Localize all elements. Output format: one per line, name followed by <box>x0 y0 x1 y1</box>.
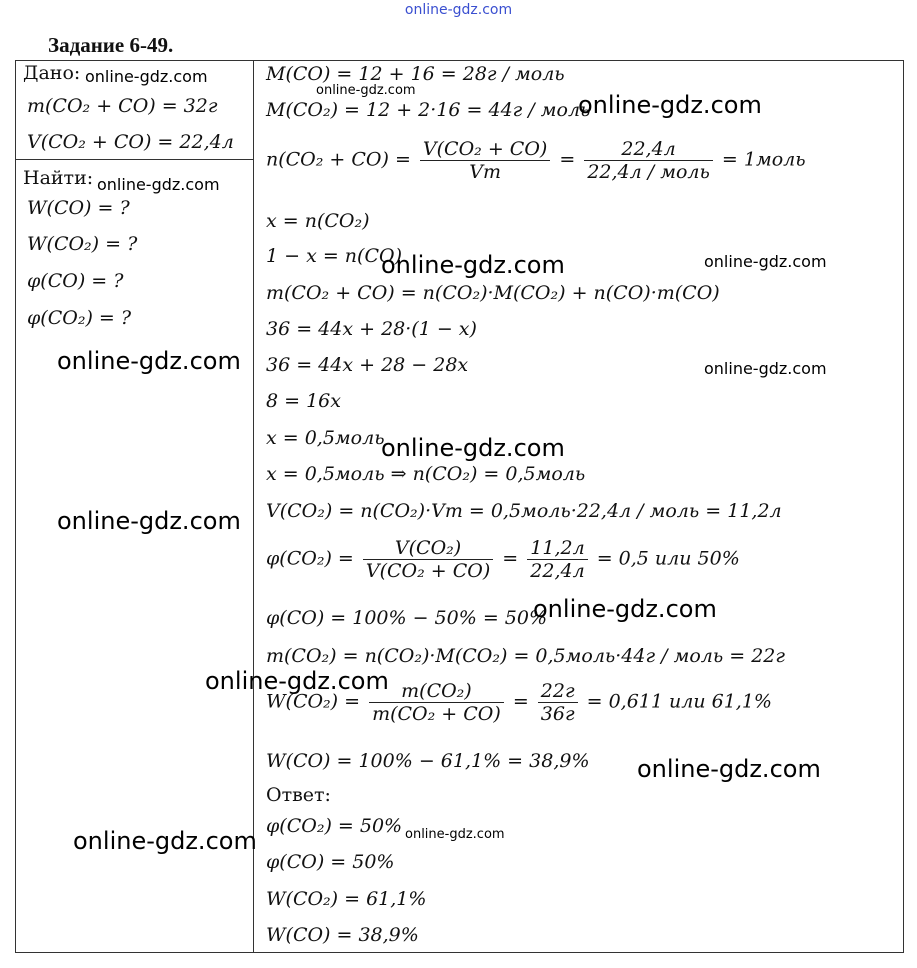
equation-step-2: 36 = 44x + 28 − 28x <box>266 354 469 376</box>
fraction-mco2-over-mtotal: $\frac{\text{m(CO₂)}}{\text{m(CO₂ + CO)}}$ <box>369 680 504 725</box>
top-watermark: online-gdz.com <box>404 2 513 18</box>
fraction-22-4-over-vm: $\frac{22,4л}{\text{22,4л / моль}}$ <box>584 138 713 183</box>
watermark: online-gdz.com <box>57 347 241 375</box>
volume-co2: V(CO₂) = n(CO₂)·Vm = 0,5моль·22,4л / моль = 11,2л <box>266 500 782 522</box>
x-definition: x = n(CO₂) <box>266 210 370 232</box>
answer-phi-co: φ(CO) = 50% <box>266 851 395 873</box>
phi-co2-equation: φ(CO₂) = $\frac{\text{V(CO₂)}}{\text{V(CO₂ + CO)}}$ = $\frac{11,2л}{22,4л}$ = 0,5 или 50% <box>266 537 740 582</box>
watermark: online-gdz.com <box>405 827 505 842</box>
fraction-volume-over-vm: $\frac{\text{V(CO₂ + CO)}}{Vm}$ <box>420 138 550 183</box>
watermark: online-gdz.com <box>85 67 208 86</box>
find-label: Найти: <box>23 167 94 189</box>
given-mass: m(CO₂ + CO) = 32г <box>27 95 218 117</box>
watermark: online-gdz.com <box>316 83 416 98</box>
molar-mass-co: M(CO) = 12 + 16 = 28г / моль <box>266 63 565 85</box>
task-title: Задание 6-49. <box>48 33 174 57</box>
watermark: online-gdz.com <box>205 667 389 695</box>
given-find-divider <box>15 159 254 160</box>
one-minus-x: 1 − x = n(CO) <box>266 245 402 267</box>
x-value: x = 0,5моль <box>266 427 385 449</box>
mass-balance: m(CO₂ + CO) = n(CO₂)·M(CO₂) + n(CO)·m(CO) <box>266 282 720 304</box>
given-volume: V(CO₂ + CO) = 22,4л <box>27 131 234 153</box>
find-phi-co2: φ(CO₂) = ? <box>27 307 132 329</box>
watermark: online-gdz.com <box>381 251 565 279</box>
watermark: online-gdz.com <box>381 434 565 462</box>
mass-co2: m(CO₂) = n(CO₂)·M(CO₂) = 0,5моль·44г / моль = 22г <box>266 645 785 667</box>
answer-w-co: W(CO) = 38,9% <box>266 924 419 946</box>
answer-phi-co2: φ(CO₂) = 50% <box>266 815 403 837</box>
answer-w-co2: W(CO₂) = 61,1% <box>266 888 427 910</box>
equation-step-3: 8 = 16x <box>266 390 341 412</box>
watermark: online-gdz.com <box>578 91 762 119</box>
moles-total-equation: n(CO₂ + CO) = $\frac{\text{V(CO₂ + CO)}}{Vm}$ = $\frac{22,4л}{\text{22,4л / моль}}$ = 1моль <box>266 138 806 183</box>
fraction-22-over-36: $\frac{22г}{36г}$ <box>538 680 578 725</box>
find-w-co: W(CO) = ? <box>27 197 130 219</box>
watermark: online-gdz.com <box>704 252 827 271</box>
fraction-vco2-over-vtotal: $\frac{\text{V(CO₂)}}{\text{V(CO₂ + CO)}}$ <box>363 537 493 582</box>
watermark: online-gdz.com <box>533 595 717 623</box>
find-w-co2: W(CO₂) = ? <box>27 233 138 255</box>
w-co: W(CO) = 100% − 61,1% = 38,9% <box>266 750 590 772</box>
equation-step-1: 36 = 44x + 28·(1 − x) <box>266 318 477 340</box>
fraction-11-2-over-22-4: $\frac{11,2л}{22,4л}$ <box>527 537 587 582</box>
watermark: online-gdz.com <box>637 755 821 783</box>
watermark: online-gdz.com <box>57 507 241 535</box>
molar-mass-co2: M(CO₂) = 12 + 2·16 = 44г / моль <box>266 99 591 121</box>
watermark: online-gdz.com <box>704 359 827 378</box>
watermark: online-gdz.com <box>73 827 257 855</box>
w-co2-equation: W(CO₂) = $\frac{\text{m(CO₂)}}{\text{m(CO₂ + CO)}}$ = $\frac{22г}{36г}$ = 0,611 или 61,1% <box>266 680 772 725</box>
moles-co2: x = 0,5моль ⇒ n(CO₂) = 0,5моль <box>266 463 586 485</box>
given-label: Дано: <box>23 62 81 84</box>
column-divider <box>253 60 254 953</box>
phi-co: φ(CO) = 100% − 50% = 50% <box>266 607 548 629</box>
answer-label: Ответ: <box>266 784 331 806</box>
watermark: online-gdz.com <box>97 175 220 194</box>
find-phi-co: φ(CO) = ? <box>27 270 124 292</box>
